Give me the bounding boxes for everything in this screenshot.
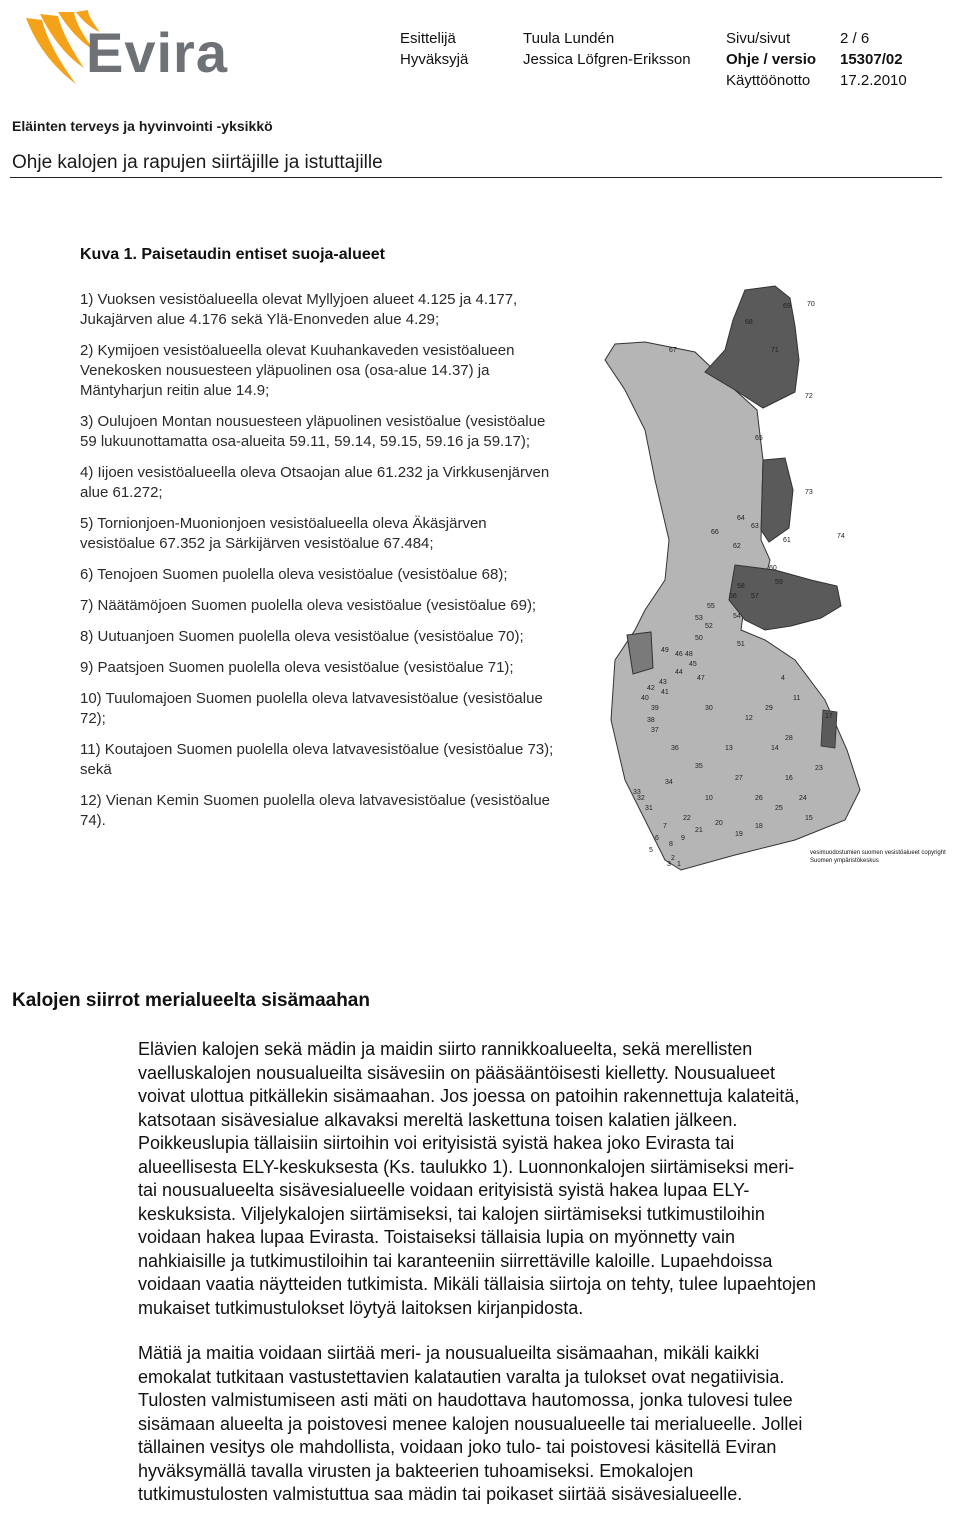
map-region-label: 72 bbox=[805, 393, 813, 400]
map-region-label: 59 bbox=[775, 579, 783, 586]
map-region-label: 12 bbox=[745, 715, 753, 722]
map-region-label: 69 bbox=[783, 303, 791, 310]
adoption-value: 17.2.2010 bbox=[840, 72, 907, 89]
map-region-label: 53 bbox=[695, 615, 703, 622]
pages-value: 2 / 6 bbox=[840, 30, 870, 47]
map-region-label: 49 bbox=[661, 647, 669, 654]
logo-wordmark: Evira bbox=[86, 21, 228, 84]
map-region-label: 15 bbox=[805, 815, 813, 822]
list-item: 3) Oulujoen Montan nousuesteen yläpuolinen vesistöalue (vesistöalue 59 lukuunottamatta osa-alueita 59.11, 59.14, 59.15, 59.16 ja 59.17); bbox=[80, 413, 546, 450]
map-region-label: 2 bbox=[671, 855, 675, 862]
map-region-label: 37 bbox=[651, 727, 659, 734]
list-item: 2) Kymijoen vesistöalueella olevat Kuuhankaveden vesistöalueen Venekosken nousuesteen yläpuolinen osa (osa-alue 14.37) ja Mäntyharjun reitin alue 14.9; bbox=[80, 342, 515, 399]
map-graphic bbox=[585, 280, 955, 885]
map-region-label: 48 bbox=[685, 651, 693, 658]
map-region-label: 63 bbox=[751, 523, 759, 530]
map-region-label: 21 bbox=[695, 827, 703, 834]
adoption-label: Käyttöönotto bbox=[726, 72, 811, 89]
map-region-label: 73 bbox=[805, 489, 813, 496]
map-region-label: 56 bbox=[729, 593, 737, 600]
list-item: 6) Tenojoen Suomen puolella oleva vesistöalue (vesistöalue 68); bbox=[80, 566, 508, 583]
map-region-label: 57 bbox=[751, 593, 759, 600]
map-region-label: 46 bbox=[675, 651, 683, 658]
map-region-label: 3 bbox=[667, 861, 671, 868]
map-region-label: 6 bbox=[655, 835, 659, 842]
list-item: 4) Iijoen vesistöalueella oleva Otsaojan alue 61.232 ja Virkkusenjärven alue 61.272; bbox=[80, 464, 550, 501]
map-copyright-1: vesimuodostumien suomen vesistöalueet copyright bbox=[810, 850, 946, 856]
map-region-label: 20 bbox=[715, 820, 723, 827]
protection-area-list bbox=[80, 290, 555, 842]
map-region-label: 55 bbox=[707, 603, 715, 610]
approver-label: Hyväksyjä bbox=[400, 51, 469, 68]
map-region-label: 61 bbox=[783, 537, 791, 544]
body-paragraph: Elävien kalojen sekä mädin ja maidin siirto rannikkoalueelta, sekä merellisten vaelluskalojen nousualueilta sisävesiin on pääsääntöisesti kielletty. Nousualueet voivat ulottua pitkällekin sisämaahan. Jos joessa on patoihin rakennettuja kalateitä, katsotaan sisävesialue alkavaksi mereltä laskettuna toisen kalatien jälkeen. Poikkeuslupia tällaisiin siirtoihin voi erityisistä syistä hakea joko Evirasta tai alueellisesta ELY-keskuksesta (Ks. taulukko 1). Luonnonkalojen siirtämiseksi meri- tai nousualueelta sisävesialueelle voidaan erityisistä syistä hakea lupaa ELY- keskuksista. Viljelykalojen siirtämiseksi, tai kalojen siirtämiseksi tutkimustiloihin voidaan hakea lupaa Evirasta. Toistaiseksi tällaisia lupia on myönnetty vain nahkiaisille ja tutkimustiloihin tai karanteeniin siirrettäville kaloille. Lupaehdoissa voidaan vaatia näytteiden tutkimista. Mikäli tällaisia siirtoja on tehty, tulee lupaehtojen mukaiset tutkimustulokset löytyä laitoksen kirjanpidosta. bbox=[138, 1039, 817, 1318]
pages-label: Sivu/sivut bbox=[726, 30, 791, 47]
document-title: Ohje kalojen ja rapujen siirtäjille ja istuttajille bbox=[12, 152, 383, 173]
unit-name: Eläinten terveys ja hyvinvointi -yksikkö bbox=[12, 118, 273, 134]
map-region-label: 11 bbox=[793, 695, 801, 702]
map-region-label: 70 bbox=[807, 301, 815, 308]
map-region-label: 65 bbox=[755, 435, 763, 442]
map-region-label: 52 bbox=[705, 623, 713, 630]
map-region-label: 22 bbox=[683, 815, 691, 822]
presenter-label: Esittelijä bbox=[400, 30, 456, 47]
map-region-label: 10 bbox=[705, 795, 713, 802]
map-region-label: 1 bbox=[677, 861, 681, 868]
map-region-label: 45 bbox=[689, 661, 697, 668]
map-highlight-east bbox=[761, 458, 793, 542]
map-region-label: 41 bbox=[661, 689, 669, 696]
map-region-label: 51 bbox=[737, 641, 745, 648]
map-region-label: 38 bbox=[647, 717, 655, 724]
map-region-label: 34 bbox=[665, 779, 673, 786]
map-region-label: 33 bbox=[633, 789, 641, 796]
map-region-label: 54 bbox=[733, 613, 741, 620]
map-region-label: 43 bbox=[659, 679, 667, 686]
map-region-label: 25 bbox=[775, 805, 783, 812]
list-item: 11) Koutajoen Suomen puolella oleva latvavesistöalue (vesistöalue 73); sekä bbox=[80, 741, 554, 778]
map-region-label: 29 bbox=[765, 705, 773, 712]
map-region-label: 71 bbox=[771, 347, 779, 354]
map-region-label: 19 bbox=[735, 831, 743, 838]
map-region-label: 17 bbox=[825, 713, 833, 720]
evira-logo bbox=[18, 8, 278, 88]
map-region-label: 64 bbox=[737, 515, 745, 522]
map-region-label: 62 bbox=[733, 543, 741, 550]
map-copyright-2: Suomen ympäristökeskus bbox=[810, 858, 879, 864]
map-region-label: 66 bbox=[711, 529, 719, 536]
map-region-label: 47 bbox=[697, 675, 705, 682]
map-region-label: 26 bbox=[755, 795, 763, 802]
guide-version-value: 15307/02 bbox=[840, 51, 903, 68]
map-region-label: 18 bbox=[755, 823, 763, 830]
map-region-label: 39 bbox=[651, 705, 659, 712]
map-region-label: 42 bbox=[647, 685, 655, 692]
header-rule bbox=[10, 177, 942, 178]
map-region-label: 68 bbox=[745, 319, 753, 326]
list-item: 9) Paatsjoen Suomen puolella oleva vesistöalue (vesistöalue 71); bbox=[80, 659, 514, 676]
map-region-label: 23 bbox=[815, 765, 823, 772]
map-region-label: 9 bbox=[681, 835, 685, 842]
finland-watershed-map bbox=[585, 280, 955, 885]
map-region-label: 4 bbox=[781, 675, 785, 682]
list-item: 7) Näätämöjoen Suomen puolella oleva vesistöalue (vesistöalue 69); bbox=[80, 597, 537, 614]
presenter-name: Tuula Lundén bbox=[523, 30, 615, 47]
map-region-label: 30 bbox=[705, 705, 713, 712]
map-region-label: 27 bbox=[735, 775, 743, 782]
map-region-label: 60 bbox=[769, 565, 777, 572]
section-heading: Kalojen siirrot merialueelta sisämaahan bbox=[12, 990, 370, 1011]
list-item: 8) Uutuanjoen Suomen puolella oleva vesistöalue (vesistöalue 70); bbox=[80, 628, 524, 645]
map-region-label: 58 bbox=[737, 583, 745, 590]
map-region-label: 44 bbox=[675, 669, 683, 676]
map-highlight-central bbox=[729, 565, 841, 630]
list-item: 12) Vienan Kemin Suomen puolella oleva latvavesistöalue (vesistöalue 74). bbox=[80, 792, 551, 829]
map-region-label: 35 bbox=[695, 763, 703, 770]
map-region-label: 13 bbox=[725, 745, 733, 752]
map-region-label: 31 bbox=[645, 805, 653, 812]
map-region-label: 67 bbox=[669, 347, 677, 354]
map-region-label: 32 bbox=[637, 795, 645, 802]
body-paragraph: Mätiä ja maitia voidaan siirtää meri- ja nousualueilta sisämaahan, mikäli kaikki emokalat tutkitaan vastustettavien kalatautien varalta ja tulokset ovat negatiivisia. Tulosten valmistumiseen asti mäti on haudottava hautomossa, jonka tulovesi tulee sisämaan alueelta ja poistovesi menee kalojen nousualueelle tai merialueelle. Jollei tällainen vesitys ole mahdollista, voidaan joko tulo- tai poistovesi käsitellä Eviran hyväksymällä tavalla virusten ja bakteerien tuhoamiseksi. Emokalojen tutkimustulosten valmistuttua saa mädin tai poikaset siirtää sisävesialueelle. bbox=[138, 1343, 803, 1504]
map-region-label: 74 bbox=[837, 533, 845, 540]
list-item: 10) Tuulomajoen Suomen puolella oleva latvavesistöalue (vesistöalue 72); bbox=[80, 690, 543, 727]
section-body bbox=[138, 1038, 948, 1529]
map-region-label: 36 bbox=[671, 745, 679, 752]
map-region-label: 24 bbox=[799, 795, 807, 802]
list-item: 5) Tornionjoen-Muonionjoen vesistöalueella oleva Äkäsjärven vesistöalue 67.352 ja Särkijärven vesistöalue 67.484; bbox=[80, 515, 487, 552]
map-region-label: 28 bbox=[785, 735, 793, 742]
map-region-label: 16 bbox=[785, 775, 793, 782]
map-region-label: 8 bbox=[669, 841, 673, 848]
map-region-label: 7 bbox=[663, 823, 667, 830]
map-region-label: 5 bbox=[649, 847, 653, 854]
guide-version-label: Ohje / versio bbox=[726, 51, 817, 68]
figure-title: Kuva 1. Paisetaudin entiset suoja-alueet bbox=[80, 246, 385, 263]
map-region-label: 50 bbox=[695, 635, 703, 642]
approver-name: Jessica Löfgren-Eriksson bbox=[523, 51, 691, 68]
list-item: 1) Vuoksen vesistöalueella olevat Myllyjoen alueet 4.125 ja 4.177, Jukajärven alue 4.176 sekä Ylä-Enonveden alue 4.29; bbox=[80, 291, 518, 328]
map-region-label: 40 bbox=[641, 695, 649, 702]
map-region-label: 14 bbox=[771, 745, 779, 752]
